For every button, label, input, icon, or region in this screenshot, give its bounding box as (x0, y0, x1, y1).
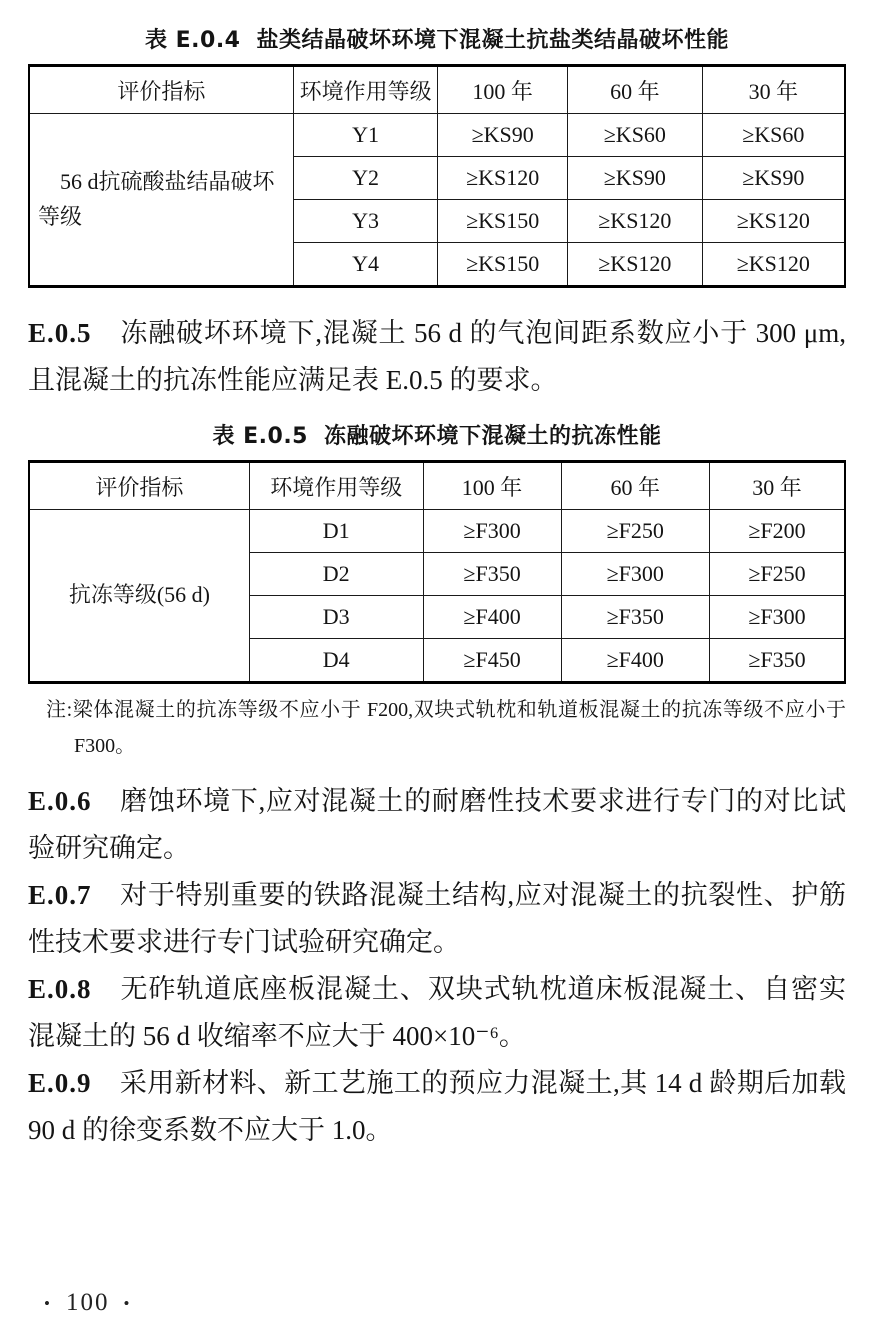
table-e04-title-text: 盐类结晶破坏环境下混凝土抗盐类结晶破坏性能 (256, 28, 730, 53)
table-e04-title-label: 表 E.0.4 (144, 28, 241, 53)
clause-e05 (28, 310, 846, 404)
table-e05-title-text: 冻融破坏环境下混凝土的抗冻性能 (324, 424, 662, 449)
clause-number: E.0.7 (28, 880, 92, 910)
table-e04-title (28, 26, 846, 56)
table-e05-note (28, 692, 846, 764)
table-e05 (28, 460, 846, 684)
grade-cell: Y4 (293, 243, 437, 287)
table-row (29, 510, 845, 553)
value-cell: ≥F250 (710, 553, 846, 596)
table-header-cell: 环境作用等级 (249, 462, 423, 510)
value-cell: ≥KS120 (702, 243, 845, 287)
value-cell: ≥F300 (561, 553, 710, 596)
value-cell: ≥F400 (423, 596, 561, 639)
page-number-left-dot: • (44, 1293, 52, 1313)
table-header-cell: 环境作用等级 (293, 66, 437, 114)
grade-cell: D2 (249, 553, 423, 596)
table-e04 (28, 64, 846, 288)
value-cell: ≥F350 (710, 639, 846, 683)
clause-text: 冻融破坏环境下,混凝土 56 d 的气泡间距系数应小于 300 μm,且混凝土的抗冻性能应满足表 E.0.5 的要求。 (28, 318, 846, 395)
table-e04-header-row (29, 66, 845, 114)
value-cell: ≥KS120 (568, 243, 703, 287)
value-cell: ≥KS120 (702, 200, 845, 243)
table-header-cell: 60 年 (561, 462, 710, 510)
page-number-value: 100 (65, 1289, 110, 1316)
table-header-cell: 评价指标 (29, 66, 293, 114)
value-cell: ≥F200 (710, 510, 846, 553)
table-header-cell: 30 年 (702, 66, 845, 114)
clause-text: 磨蚀环境下,应对混凝土的耐磨性技术要求进行专门的对比试验研究确定。 (28, 786, 846, 863)
table-e05-title-label: 表 E.0.5 (212, 424, 308, 449)
row-group-label-cell (29, 114, 293, 287)
clause-text: 无砟轨道底座板混凝土、双块式轨枕道床板混凝土、自密实混凝土的 56 d 收缩率不应大于 400×10⁻⁶。 (28, 974, 846, 1051)
clause-number: E.0.5 (28, 318, 92, 348)
clause-text: 采用新材料、新工艺施工的预应力混凝土,其 14 d 龄期后加载90 d 的徐变系数不应大于 1.0。 (28, 1068, 846, 1145)
value-cell: ≥F300 (710, 596, 846, 639)
grade-cell: D1 (249, 510, 423, 553)
value-cell: ≥KS150 (438, 200, 568, 243)
page-number-right-dot: • (123, 1293, 132, 1313)
clause-number: E.0.8 (28, 974, 92, 1004)
value-cell: ≥KS150 (438, 243, 568, 287)
row-group-label-cell (29, 510, 249, 683)
table-header-cell: 100 年 (423, 462, 561, 510)
table-e05-title (28, 422, 846, 452)
table-header-cell: 评价指标 (29, 462, 249, 510)
grade-cell: Y2 (293, 157, 437, 200)
grade-cell: D3 (249, 596, 423, 639)
value-cell: ≥KS120 (568, 200, 703, 243)
clause-number: E.0.6 (28, 786, 92, 816)
value-cell: ≥KS60 (568, 114, 703, 157)
grade-cell: Y1 (293, 114, 437, 157)
value-cell: ≥F400 (561, 639, 710, 683)
clause-e09 (28, 1060, 846, 1154)
table-header-cell: 100 年 (438, 66, 568, 114)
grade-cell: Y3 (293, 200, 437, 243)
table-header-cell: 60 年 (568, 66, 703, 114)
clause-e07 (28, 872, 846, 966)
row-group-label: 抗冻等级(56 d) (68, 582, 210, 608)
value-cell: ≥KS90 (568, 157, 703, 200)
table-header-cell: 30 年 (710, 462, 846, 510)
note-label: 注: (46, 699, 73, 721)
value-cell: ≥F300 (423, 510, 561, 553)
value-cell: ≥KS120 (438, 157, 568, 200)
value-cell: ≥F450 (423, 639, 561, 683)
note-text: 梁体混凝土的抗冻等级不应小于 F200,双块式轨枕和轨道板混凝土的抗冻等级不应小于 F300。 (72, 699, 846, 757)
clause-number: E.0.9 (28, 1068, 92, 1098)
value-cell: ≥F350 (561, 596, 710, 639)
table-row (29, 114, 845, 157)
clause-e08 (28, 966, 846, 1060)
value-cell: ≥F250 (561, 510, 710, 553)
value-cell: ≥F350 (423, 553, 561, 596)
value-cell: ≥KS90 (438, 114, 568, 157)
clause-text: 对于特别重要的铁路混凝土结构,应对混凝土的抗裂性、护筋性技术要求进行专门试验研究确定。 (28, 880, 846, 957)
value-cell: ≥KS60 (702, 114, 845, 157)
page-number (44, 1289, 131, 1317)
grade-cell: D4 (249, 639, 423, 683)
row-group-label: 56 d抗硫酸盐结晶破坏等级 (38, 169, 275, 229)
value-cell: ≥KS90 (702, 157, 845, 200)
table-e05-header-row (29, 462, 845, 510)
clause-e06 (28, 778, 846, 872)
